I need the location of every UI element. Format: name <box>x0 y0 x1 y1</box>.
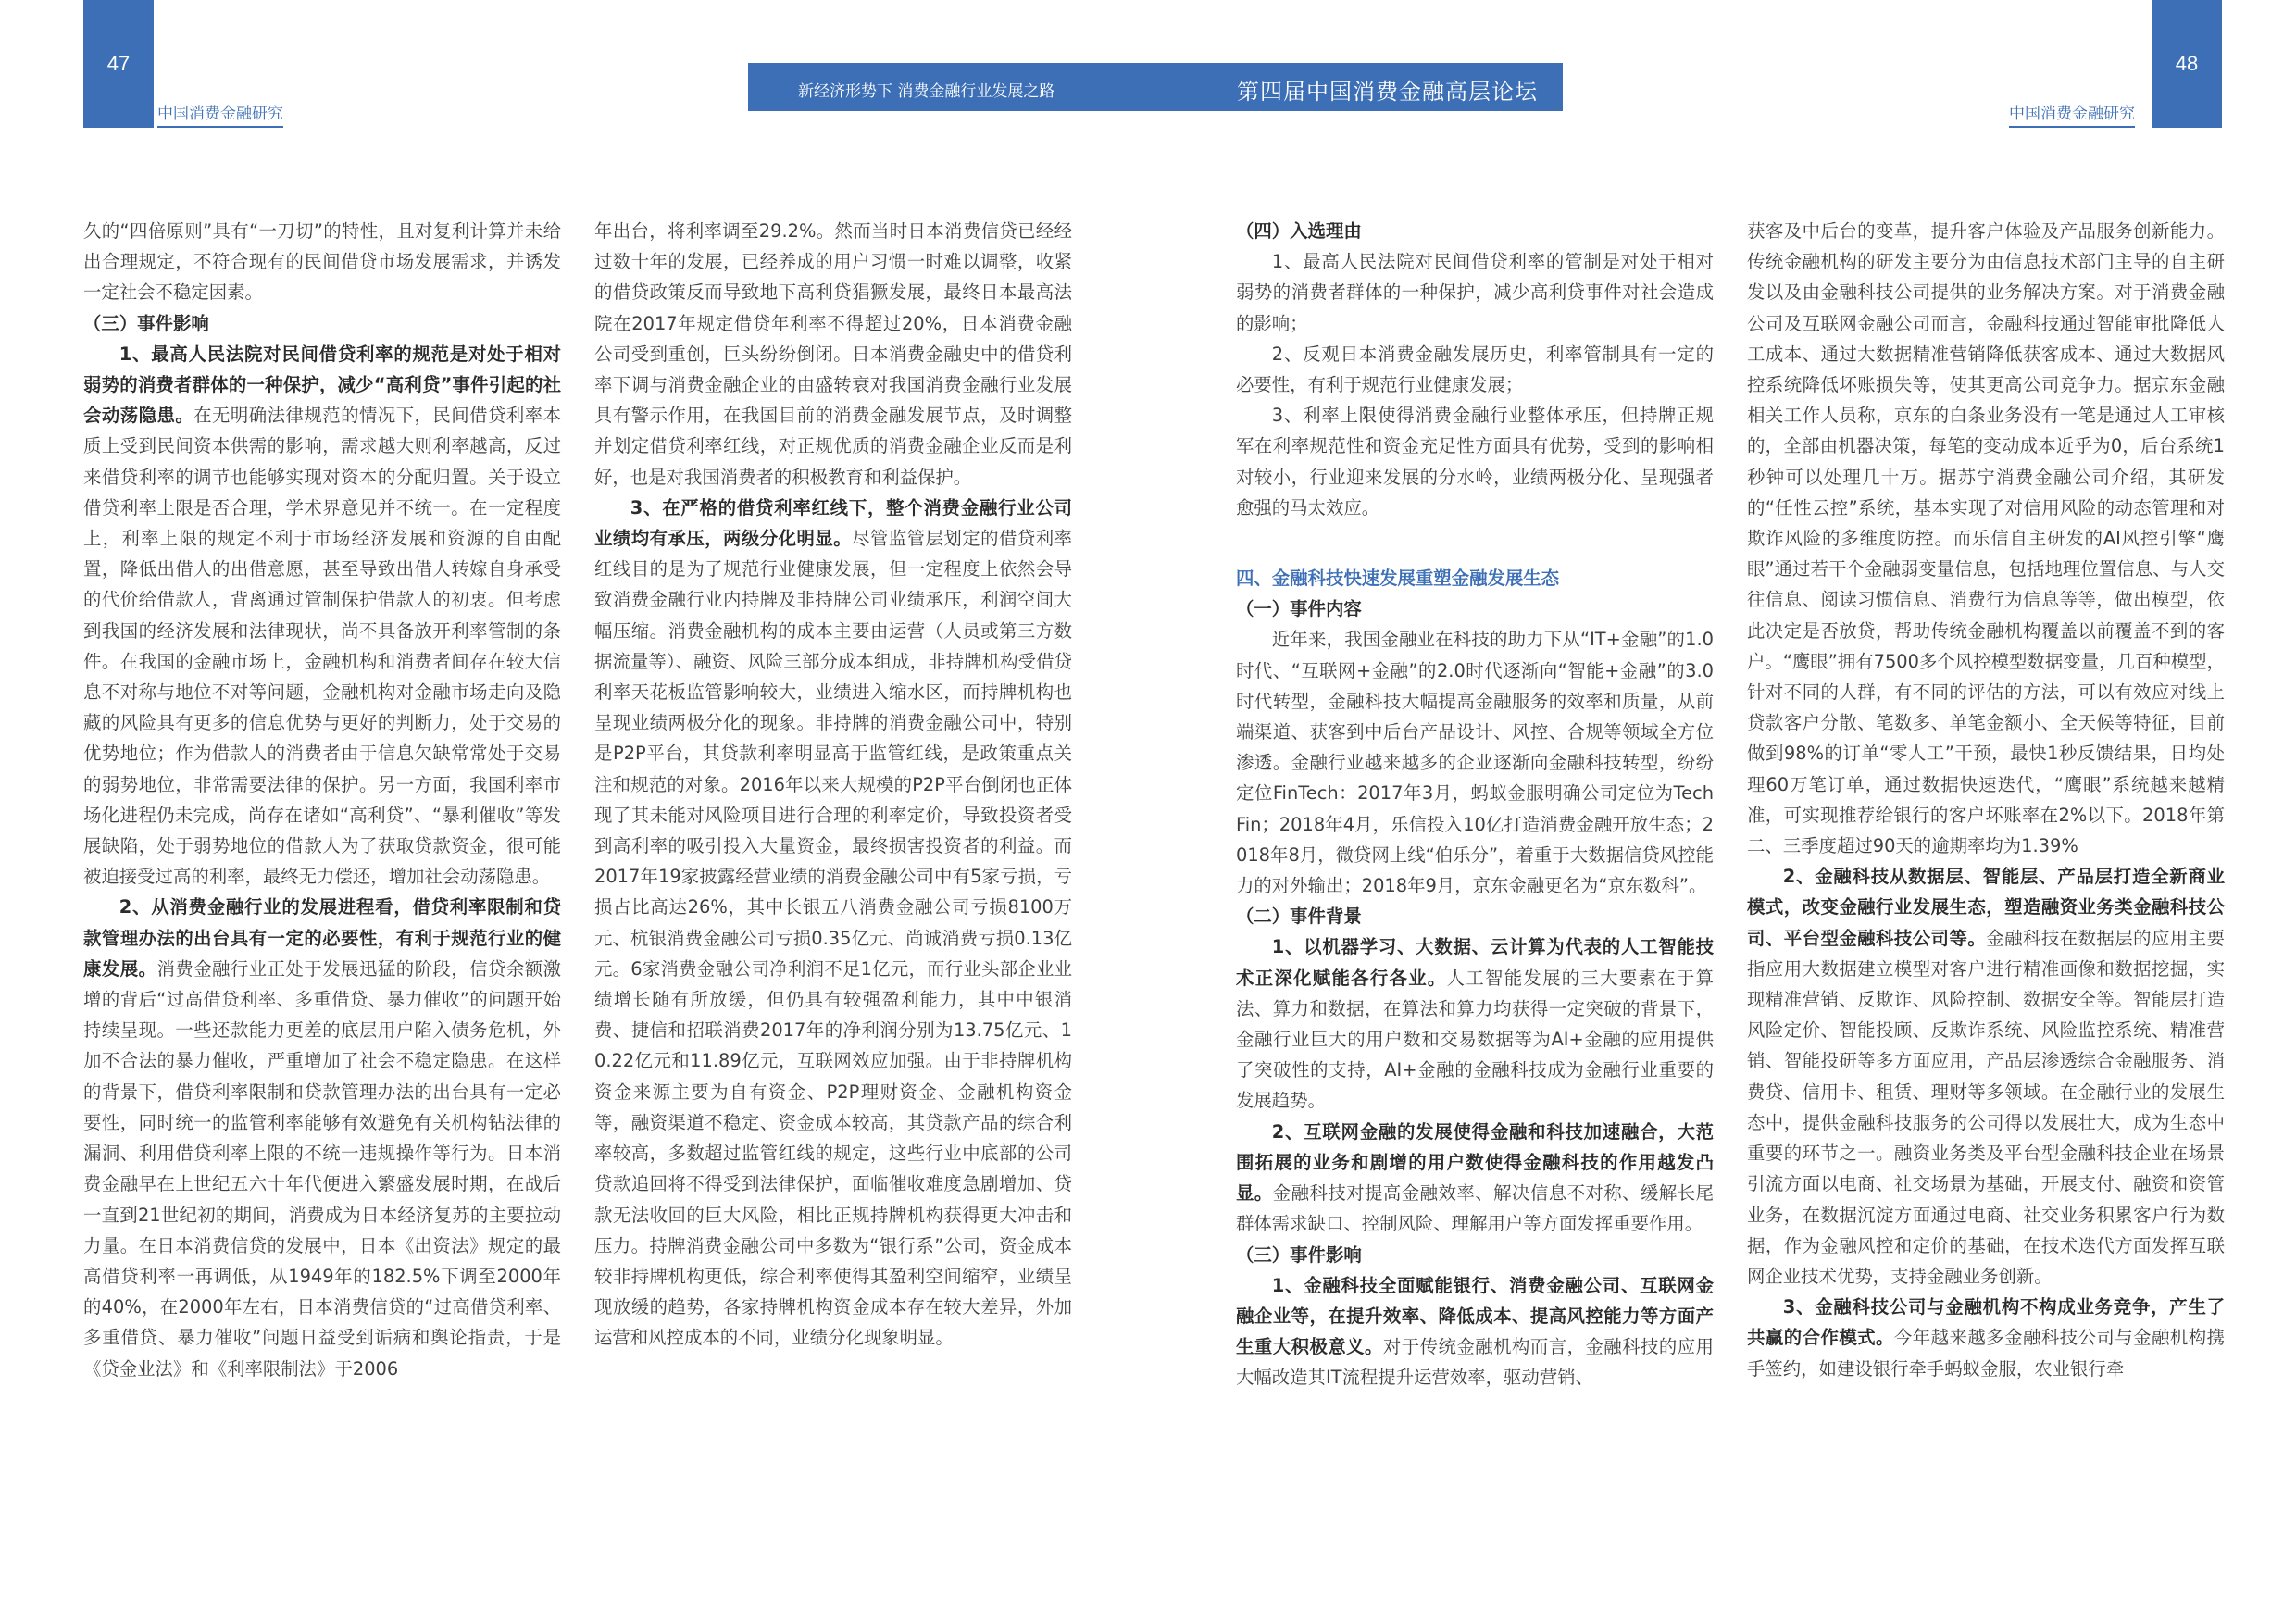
paragraph <box>594 493 1072 1354</box>
paragraph <box>1747 1292 2225 1384</box>
key-point: 2、互联网金融的发展使得金融和科技加速融合，大范围拓展的业务和剧增的用户数使得金融科技的作用越发凸显。 <box>1236 1120 1714 1205</box>
paragraph-body: 消费金融行业正处于发展迅猛的阶段，信贷余额激增的背后“过高借贷利率、多重借贷、暴力催收”的问题开始持续呈现。一些还款能力更差的底层用户陷入债务危机，外加不合法的暴力催收，严重增加了社会不稳定隐患。在这样的背景下，借贷利率限制和贷款管理办法的出台具有一定必要性，同时统一的监管利率能够有效避免有关机构钻法律的漏洞、利用借贷利率上限的不统一违规操作等行为。日本消费金融早在上世纪五六十年代便进入繁盛发展时期，在战后一直到21世纪初的期间，消费成为日本经济复苏的主要拉动力量。在日本消费信贷的发展中，日本《出资法》规定的最高借贷利率一再调低，从1949年的182.5%下调至2000年的40%，在2000年左右，日本消费信贷的“过高借贷利率、多重借贷、暴力催收”问题日益受到诟病和舆论指责，于是《贷金业法》和《利率限制法》于2006 <box>83 957 562 1380</box>
page-number-left: 47 <box>83 0 154 128</box>
running-title-left: 中国消费金融研究 <box>157 100 283 128</box>
page-number-right: 48 <box>2152 0 2222 128</box>
section-heading: （三）事件影响 <box>1236 1243 1362 1266</box>
section-heading: （一）事件内容 <box>1236 598 1362 620</box>
paragraph-body: 金融科技在数据层的应用主要指应用大数据建立模型对客户进行精准画像和数据挖掘，实现精准营销、反欺诈、风险控制、数据安全等。智能层打造风险定价、智能投顾、反欺诈系统、风险监控系统、精准营销、智能投研等多方面应用，产品层渗透综合金融服务、消费贷、信用卡、租赁、理财等多领域。在金融行业的发展生态中，提供金融科技服务的公司得以发展壮大，成为生态中重要的环节之一。融资业务类及平台型金融科技企业在场景引流方面以电商、社交场景为基础，开展支付、融资和资管业务，在数据沉淀方面通过电商、社交业务积累客户行为数据，作为金融风控和定价的基础，在技术迭代方面发挥互联网企业技术优势，支持金融业务创新。 <box>1747 927 2226 1287</box>
paragraph: 1、最高人民法院对民间借贷利率的管制是对处于相对弱势的消费者群体的一种保护，减少高利贷事件对社会造成的影响； <box>1236 251 1714 334</box>
key-point: 1、最高人民法院对民间借贷利率的规范是对处于相对弱势的消费者群体的一种保护，减少“高利贷”事件引起的社会动荡隐患。 <box>83 343 561 427</box>
paragraph <box>83 339 561 893</box>
key-point: 3、在严格的借贷利率红线下，整个消费金融行业公司业绩均有承压，两级分化明显。 <box>594 496 1072 550</box>
paragraph <box>1747 861 2225 1292</box>
text-column-3 <box>1236 216 1714 1393</box>
text-column-2 <box>594 216 1072 1354</box>
paragraph: 2、反观日本消费金融发展历史，利率管制具有一定的必要性，有利于规范行业健康发展； <box>1236 343 1714 396</box>
paragraph-body: 尽管监管层划定的借贷利率红线目的是为了规范行业健康发展，但一定程度上依然会导致消费金融行业内持牌及非持牌公司业绩承压，利润空间大幅压缩。消费金融机构的成本主要由运营（人员或第三方数据流量等）、融资、风险三部分成本组成，非持牌机构受借贷利率天花板监管影响较大，业绩进入缩水区，而持牌机构也呈现业绩两极分化的现象。非持牌的消费金融公司中，特别是P2P平台，其贷款利率明显高于监管红线，是政策重点关注和规范的对象。2016年以来大规模的P2P平台倒闭也正体现了其未能对风险项目进行合理的利率定价，导致投资者受到高利率的吸引投入大量资金，最终损害投资者的利益。而2017年19家披露经营业绩的消费金融公司中有5家亏损，亏损占比高达26%，其中长银五八消费金融公司亏损8100万元、杭银消费金融公司亏损0.35亿元、尚诚消费亏损0.13亿元。6家消费金融公司净利润不足1亿元，而行业头部企业业绩增长随有所放缓，但仍具有较强盈利能力，其中中银消费、捷信和招联消费2017年的净利润分别为13.75亿元、10.22亿元和11.89亿元，互联网效应加强。由于非持牌机构资金来源主要为自有资金、P2P理财资金、金融机构资金等，融资渠道不稳定、资金成本较高，其贷款产品的综合利率较高，多数超过监管红线的规定，这些行业中底部的公司贷款追回将不得受到法律保护，面临催收难度急剧增加、贷款无法收回的巨大风险，相比正规持牌机构获得更大冲击和压力。持牌消费金融公司中多数为“银行系”公司，资金成本较非持牌机构更低，综合利率使得其盈利空间缩窄，业绩呈现放缓的趋势，各家持牌机构资金成本存在较大差异，外加运营和风控成本的不同，业绩分化现象明显。 <box>594 528 1073 1349</box>
spacer <box>1236 523 1714 563</box>
paragraph <box>1236 1270 1714 1393</box>
key-point: 2、金融科技从数据层、智能层、产品层打造全新商业模式，改变金融行业发展生态，塑造融资业务类金融科技公司、平台型金融科技公司等。 <box>1747 866 2225 949</box>
forum-banner <box>748 63 1563 111</box>
key-point: 1、以机器学习、大数据、云计算为代表的人工智能技术正深化赋能各行各业。 <box>1236 936 1714 989</box>
section-heading: （三）事件影响 <box>83 312 209 334</box>
paragraph-body: 在无明确法律规范的情况下，民间借贷利率本质上受到民间资本供需的影响，需求越大则利率越高，反过来借贷利率的调节也能够实现对资本的分配归置。关于设立借贷利率上限是否合理，学术界意见并不统一。在一定程度上，利率上限的规定不利于市场经济发展和资源的自由配置，降低出借人的出借意愿，甚至导致出借人转嫁自身承受的代价给借款人，背离通过管制保护借款人的初衷。但考虑到我国的经济发展和法律现状，尚不具备放开利率管制的条件。在我国的金融市场上，金融机构和消费者间存在较大信息不对称与地位不对等问题，金融机构对金融市场走向及隐藏的风险具有更多的信息优势与更好的判断力，处于交易的优势地位；作为借款人的消费者由于信息欠缺常常处于交易的弱势地位，非常需要法律的保护。另一方面，我国利率市场化进程仍未完成，尚存在诸如“高利贷”、“暴利催收”等发展缺陷，处于弱势地位的借款人为了获取贷款资金，很可能被迫接受过高的利率，最终无力偿还，增加社会动荡隐患。 <box>83 405 562 888</box>
paragraph-body: 今年越来越多金融科技公司与金融机构携手签约，如建设银行牵手蚂蚁金服，农业银行牵 <box>1747 1327 2226 1380</box>
running-title-right: 中国消费金融研究 <box>2009 100 2135 128</box>
paragraph-body: 人工智能发展的三大要素在于算法、算力和数据，在算法和算力均获得一定突破的背景下，金融行业巨大的用户数和交易数据等为AI+金融的应用提供了突破性的支持，AI+金融的金融科技成为金融行业重要的发展趋势。 <box>1236 967 1715 1112</box>
chapter-heading: 四、金融科技快速发展重塑金融发展生态 <box>1236 568 1560 590</box>
paragraph-body: 对于传统金融机构而言，金融科技的应用大幅改造其IT流程提升运营效率，驱动营销、 <box>1236 1336 1715 1389</box>
key-point: 1、金融科技全面赋能银行、消费金融公司、互联网金融企业等，在提升效率、降低成本、提高风控能力等方面产生重大积极意义。 <box>1236 1274 1714 1358</box>
paragraph: 久的“四倍原则”具有“一刀切”的特性，且对复利计算并未给出合理规定，不符合现有的民间借贷市场发展需求，并诱发一定社会不稳定因素。 <box>83 220 561 304</box>
banner-subtitle: 新经济形势下 消费金融行业发展之路 <box>798 82 1055 101</box>
paragraph <box>83 892 561 1383</box>
paragraph <box>1236 1117 1714 1240</box>
banner-title: 第四届中国消费金融高层论坛 <box>1237 79 1538 105</box>
paragraph: 3、利率上限使得消费金融行业整体承压，但持牌正规军在利率规范性和资金充足性方面具有优势，受到的影响相对较小，行业迎来发展的分水岭，业绩两极分化、呈现强者愈强的马太效应。 <box>1236 405 1714 518</box>
paragraph: 获客及中后台的变革，提升客户体验及产品服务创新能力。传统金融机构的研发主要分为由信息技术部门主导的自主研发以及由金融科技公司提供的业务解决方案。对于消费金融公司及互联网金融公司而言，金融科技通过智能审批降低人工成本、通过大数据精准营销降低获客成本、通过大数据风控系统降低坏账损失等，使其更高公司竞争力。据京东金融相关工作人员称，京东的白条业务没有一笔是通过人工审核的，全部由机器决策，每笔的变动成本近乎为0，后台系统1秒钟可以处理几十万。据苏宁消费金融公司介绍，其研发的“任性云控”系统，基本实现了对信用风险的动态管理和对欺诈风险的多维度防控。而乐信自主研发的AI风控引擎“鹰眼”通过若干个金融弱变量信息，包括地理位置信息、与人交往信息、阅读习惯信息、消费行为信息等等，做出模型，依此决定是否放贷，帮助传统金融机构覆盖以前覆盖不到的客户。“鹰眼”拥有7500多个风控模型数据变量，几百种模型，针对不同的人群，有不同的评估的方法，可以有效应对线上贷款客户分散、笔数多、单笔金额小、全天候等特征，目前做到98%的订单“零人工”干预，最快1秒反馈结果，日均处理60万笔订单，通过数据快速迭代，“鹰眼”系统越来越精准，可实现推荐给银行的客户坏账率在2%以下。2018年第二、三季度超过90天的逾期率均为1.39% <box>1747 220 2225 857</box>
paragraph-body: 金融科技对提高金融效率、解决信息不对称、缓解长尾群体需求缺口、控制风险、理解用户等方面发挥重要作用。 <box>1236 1182 1715 1235</box>
text-column-1 <box>83 216 561 1384</box>
paragraph <box>1236 931 1714 1116</box>
section-heading: （二）事件背景 <box>1236 906 1362 928</box>
key-point: 2、从消费金融行业的发展进程看，借贷利率限制和贷款管理办法的出台具有一定的必要性，有利于规范行业的健康发展。 <box>83 896 561 980</box>
text-column-4 <box>1747 216 2225 1384</box>
section-heading: （四）入选理由 <box>1236 220 1362 242</box>
paragraph: 近年来，我国金融业在科技的助力下从“IT+金融”的1.0时代、“互联网+金融”的2.0时代逐渐向“智能+金融”的3.0时代转型，金融科技大幅提高金融服务的效率和质量，从前端渠道、获客到中后台产品设计、风控、合规等领域全方位渗透。金融行业越来越多的企业逐渐向金融科技转型，纷纷定位FinTech：2017年3月，蚂蚁金服明确公司定位为TechFin；2018年4月，乐信投入10亿打造消费金融开放生态；2018年8月，微贷网上线“伯乐分”，着重于大数据信贷风控能力的对外输出；2018年9月，京东金融更名为“京东数科”。 <box>1236 629 1714 897</box>
paragraph: 年出台，将利率调至29.2%。然而当时日本消费信贷已经经过数十年的发展，已经养成的用户习惯一时难以调整，收紧的借贷政策反而导致地下高利贷猖獗发展，最终日本最高法院在2017年规定借贷年利率不得超过20%，日本消费金融公司受到重创，巨头纷纷倒闭。日本消费金融史中的借贷利率下调与消费金融企业的由盛转衰对我国消费金融行业发展具有警示作用，在我国目前的消费金融发展节点，及时调整并划定借贷利率红线，对正规优质的消费金融企业反而是利好，也是对我国消费者的积极教育和利益保护。 <box>594 220 1072 488</box>
key-point: 3、金融科技公司与金融机构不构成业务竞争，产生了共赢的合作模式。 <box>1747 1296 2225 1349</box>
